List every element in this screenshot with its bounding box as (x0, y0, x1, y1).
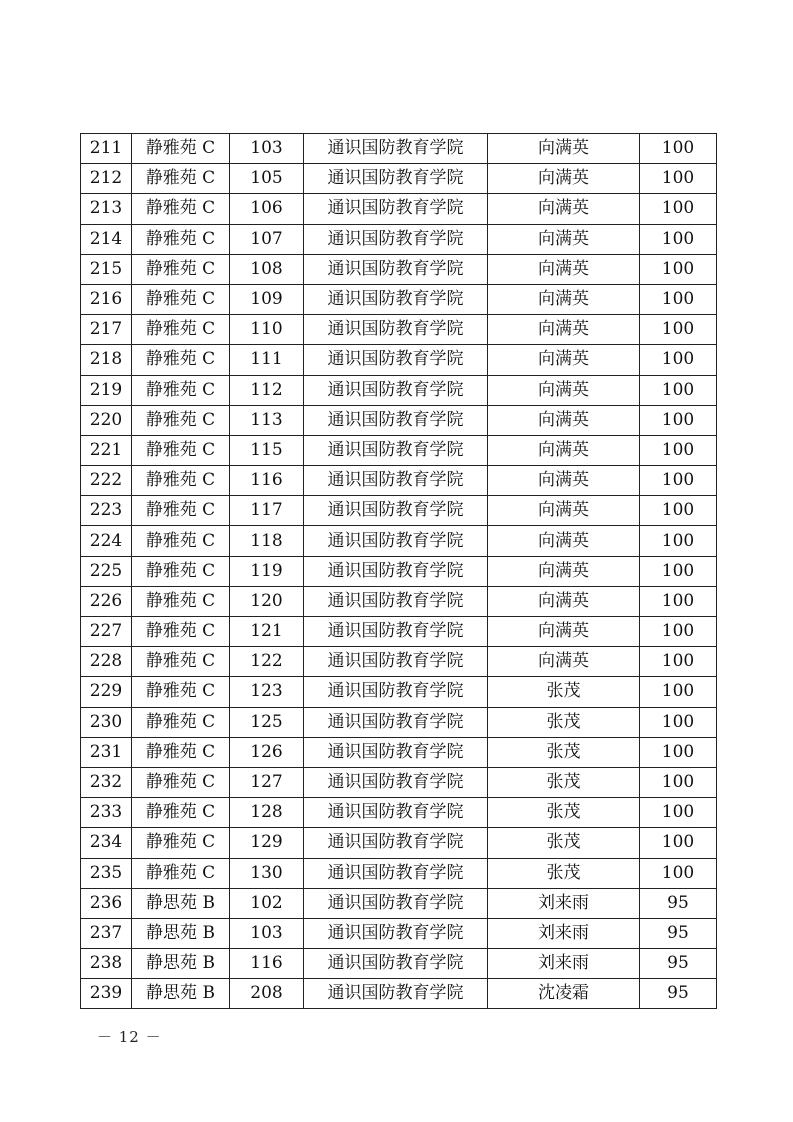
person-name-cell: 向满英 (488, 647, 640, 677)
room-number-cell: 128 (230, 798, 304, 828)
building-cell: 静雅苑 C (132, 586, 230, 616)
table-row (81, 828, 717, 858)
row-index-cell: 215 (81, 254, 132, 284)
room-number-cell: 120 (230, 586, 304, 616)
score-cell: 100 (640, 315, 717, 345)
college-cell: 通识国防教育学院 (304, 828, 488, 858)
room-number-cell: 105 (230, 164, 304, 194)
row-index-cell: 230 (81, 707, 132, 737)
person-name-cell: 张茂 (488, 858, 640, 888)
room-number-cell: 109 (230, 284, 304, 314)
table-row (81, 526, 717, 556)
row-index-cell: 219 (81, 375, 132, 405)
college-cell: 通识国防教育学院 (304, 617, 488, 647)
room-number-cell: 116 (230, 466, 304, 496)
row-index-cell: 237 (81, 918, 132, 948)
building-cell: 静雅苑 C (132, 496, 230, 526)
college-cell: 通识国防教育学院 (304, 888, 488, 918)
person-name-cell: 张茂 (488, 737, 640, 767)
building-cell: 静雅苑 C (132, 254, 230, 284)
table-row (81, 707, 717, 737)
score-cell: 100 (640, 828, 717, 858)
row-index-cell: 217 (81, 315, 132, 345)
room-number-cell: 118 (230, 526, 304, 556)
building-cell: 静雅苑 C (132, 677, 230, 707)
row-index-cell: 231 (81, 737, 132, 767)
college-cell: 通识国防教育学院 (304, 918, 488, 948)
college-cell: 通识国防教育学院 (304, 164, 488, 194)
row-index-cell: 226 (81, 586, 132, 616)
table-row (81, 858, 717, 888)
table-body (81, 134, 717, 1009)
person-name-cell: 向满英 (488, 586, 640, 616)
college-cell: 通识国防教育学院 (304, 224, 488, 254)
table-row (81, 466, 717, 496)
building-cell: 静雅苑 C (132, 737, 230, 767)
table-row (81, 617, 717, 647)
person-name-cell: 沈凌霜 (488, 979, 640, 1009)
row-index-cell: 224 (81, 526, 132, 556)
college-cell: 通识国防教育学院 (304, 979, 488, 1009)
building-cell: 静雅苑 C (132, 224, 230, 254)
dormitory-score-table (80, 133, 717, 1009)
building-cell: 静雅苑 C (132, 466, 230, 496)
score-cell: 100 (640, 858, 717, 888)
college-cell: 通识国防教育学院 (304, 254, 488, 284)
person-name-cell: 张茂 (488, 677, 640, 707)
score-cell: 100 (640, 375, 717, 405)
room-number-cell: 117 (230, 496, 304, 526)
person-name-cell: 向满英 (488, 405, 640, 435)
college-cell: 通识国防教育学院 (304, 737, 488, 767)
table-row (81, 496, 717, 526)
person-name-cell: 向满英 (488, 254, 640, 284)
college-cell: 通识国防教育学院 (304, 134, 488, 164)
row-index-cell: 239 (81, 979, 132, 1009)
building-cell: 静雅苑 C (132, 828, 230, 858)
person-name-cell: 向满英 (488, 284, 640, 314)
room-number-cell: 119 (230, 556, 304, 586)
room-number-cell: 130 (230, 858, 304, 888)
person-name-cell: 向满英 (488, 194, 640, 224)
room-number-cell: 121 (230, 617, 304, 647)
college-cell: 通识国防教育学院 (304, 526, 488, 556)
college-cell: 通识国防教育学院 (304, 647, 488, 677)
row-index-cell: 232 (81, 767, 132, 797)
row-index-cell: 235 (81, 858, 132, 888)
room-number-cell: 110 (230, 315, 304, 345)
person-name-cell: 向满英 (488, 134, 640, 164)
person-name-cell: 向满英 (488, 496, 640, 526)
college-cell: 通识国防教育学院 (304, 315, 488, 345)
room-number-cell: 103 (230, 134, 304, 164)
college-cell: 通识国防教育学院 (304, 767, 488, 797)
college-cell: 通识国防教育学院 (304, 405, 488, 435)
person-name-cell: 向满英 (488, 345, 640, 375)
score-cell: 100 (640, 435, 717, 465)
person-name-cell: 向满英 (488, 617, 640, 647)
row-index-cell: 220 (81, 405, 132, 435)
building-cell: 静雅苑 C (132, 134, 230, 164)
college-cell: 通识国防教育学院 (304, 858, 488, 888)
person-name-cell: 张茂 (488, 707, 640, 737)
person-name-cell: 张茂 (488, 767, 640, 797)
table-row (81, 164, 717, 194)
building-cell: 静思苑 B (132, 918, 230, 948)
row-index-cell: 213 (81, 194, 132, 224)
building-cell: 静雅苑 C (132, 405, 230, 435)
score-cell: 100 (640, 647, 717, 677)
building-cell: 静雅苑 C (132, 526, 230, 556)
table-row (81, 647, 717, 677)
person-name-cell: 向满英 (488, 435, 640, 465)
room-number-cell: 122 (230, 647, 304, 677)
score-cell: 100 (640, 586, 717, 616)
person-name-cell: 刘来雨 (488, 949, 640, 979)
table-row (81, 586, 717, 616)
row-index-cell: 238 (81, 949, 132, 979)
building-cell: 静思苑 B (132, 888, 230, 918)
score-cell: 100 (640, 164, 717, 194)
college-cell: 通识国防教育学院 (304, 586, 488, 616)
building-cell: 静思苑 B (132, 949, 230, 979)
person-name-cell: 张茂 (488, 798, 640, 828)
score-cell: 95 (640, 949, 717, 979)
college-cell: 通识国防教育学院 (304, 556, 488, 586)
table-row (81, 798, 717, 828)
college-cell: 通识国防教育学院 (304, 194, 488, 224)
room-number-cell: 106 (230, 194, 304, 224)
person-name-cell: 向满英 (488, 526, 640, 556)
score-cell: 100 (640, 737, 717, 767)
table-row (81, 918, 717, 948)
row-index-cell: 234 (81, 828, 132, 858)
college-cell: 通识国防教育学院 (304, 466, 488, 496)
room-number-cell: 208 (230, 979, 304, 1009)
score-cell: 95 (640, 918, 717, 948)
score-cell: 100 (640, 134, 717, 164)
college-cell: 通识国防教育学院 (304, 677, 488, 707)
college-cell: 通识国防教育学院 (304, 496, 488, 526)
person-name-cell: 向满英 (488, 224, 640, 254)
row-index-cell: 212 (81, 164, 132, 194)
building-cell: 静雅苑 C (132, 284, 230, 314)
building-cell: 静雅苑 C (132, 767, 230, 797)
building-cell: 静雅苑 C (132, 617, 230, 647)
row-index-cell: 233 (81, 798, 132, 828)
building-cell: 静雅苑 C (132, 345, 230, 375)
row-index-cell: 216 (81, 284, 132, 314)
building-cell: 静雅苑 C (132, 315, 230, 345)
table-row (81, 405, 717, 435)
room-number-cell: 115 (230, 435, 304, 465)
person-name-cell: 刘来雨 (488, 888, 640, 918)
table-row (81, 949, 717, 979)
person-name-cell: 向满英 (488, 315, 640, 345)
building-cell: 静雅苑 C (132, 647, 230, 677)
score-cell: 100 (640, 496, 717, 526)
building-cell: 静雅苑 C (132, 164, 230, 194)
row-index-cell: 227 (81, 617, 132, 647)
table-row (81, 315, 717, 345)
room-number-cell: 112 (230, 375, 304, 405)
table-row (81, 224, 717, 254)
score-cell: 100 (640, 526, 717, 556)
row-index-cell: 221 (81, 435, 132, 465)
table-row (81, 345, 717, 375)
room-number-cell: 116 (230, 949, 304, 979)
score-cell: 95 (640, 888, 717, 918)
table-row (81, 134, 717, 164)
row-index-cell: 218 (81, 345, 132, 375)
building-cell: 静思苑 B (132, 979, 230, 1009)
person-name-cell: 向满英 (488, 375, 640, 405)
building-cell: 静雅苑 C (132, 707, 230, 737)
college-cell: 通识国防教育学院 (304, 435, 488, 465)
score-cell: 100 (640, 617, 717, 647)
row-index-cell: 211 (81, 134, 132, 164)
college-cell: 通识国防教育学院 (304, 707, 488, 737)
person-name-cell: 向满英 (488, 164, 640, 194)
score-cell: 100 (640, 767, 717, 797)
building-cell: 静雅苑 C (132, 858, 230, 888)
person-name-cell: 向满英 (488, 466, 640, 496)
room-number-cell: 103 (230, 918, 304, 948)
room-number-cell: 123 (230, 677, 304, 707)
score-cell: 100 (640, 798, 717, 828)
building-cell: 静雅苑 C (132, 375, 230, 405)
score-cell: 100 (640, 677, 717, 707)
college-cell: 通识国防教育学院 (304, 284, 488, 314)
college-cell: 通识国防教育学院 (304, 345, 488, 375)
table-row (81, 435, 717, 465)
score-cell: 100 (640, 194, 717, 224)
building-cell: 静雅苑 C (132, 194, 230, 224)
score-cell: 100 (640, 254, 717, 284)
college-cell: 通识国防教育学院 (304, 798, 488, 828)
row-index-cell: 214 (81, 224, 132, 254)
score-cell: 100 (640, 707, 717, 737)
room-number-cell: 107 (230, 224, 304, 254)
table-row (81, 556, 717, 586)
room-number-cell: 129 (230, 828, 304, 858)
score-cell: 100 (640, 284, 717, 314)
room-number-cell: 125 (230, 707, 304, 737)
table-row (81, 677, 717, 707)
page-number: － 12 － (97, 1028, 162, 1046)
row-index-cell: 229 (81, 677, 132, 707)
building-cell: 静雅苑 C (132, 798, 230, 828)
row-index-cell: 222 (81, 466, 132, 496)
table-row (81, 284, 717, 314)
score-cell: 100 (640, 224, 717, 254)
score-cell: 95 (640, 979, 717, 1009)
room-number-cell: 126 (230, 737, 304, 767)
row-index-cell: 236 (81, 888, 132, 918)
row-index-cell: 223 (81, 496, 132, 526)
college-cell: 通识国防教育学院 (304, 375, 488, 405)
score-cell: 100 (640, 466, 717, 496)
table-row (81, 979, 717, 1009)
room-number-cell: 113 (230, 405, 304, 435)
table-row (81, 767, 717, 797)
person-name-cell: 向满英 (488, 556, 640, 586)
room-number-cell: 108 (230, 254, 304, 284)
score-cell: 100 (640, 405, 717, 435)
score-cell: 100 (640, 345, 717, 375)
room-number-cell: 111 (230, 345, 304, 375)
room-number-cell: 127 (230, 767, 304, 797)
table-row (81, 737, 717, 767)
row-index-cell: 225 (81, 556, 132, 586)
row-index-cell: 228 (81, 647, 132, 677)
score-cell: 100 (640, 556, 717, 586)
room-number-cell: 102 (230, 888, 304, 918)
building-cell: 静雅苑 C (132, 435, 230, 465)
table-row (81, 375, 717, 405)
college-cell: 通识国防教育学院 (304, 949, 488, 979)
person-name-cell: 刘来雨 (488, 918, 640, 948)
building-cell: 静雅苑 C (132, 556, 230, 586)
table-row (81, 194, 717, 224)
person-name-cell: 张茂 (488, 828, 640, 858)
table-row (81, 888, 717, 918)
table-row (81, 254, 717, 284)
